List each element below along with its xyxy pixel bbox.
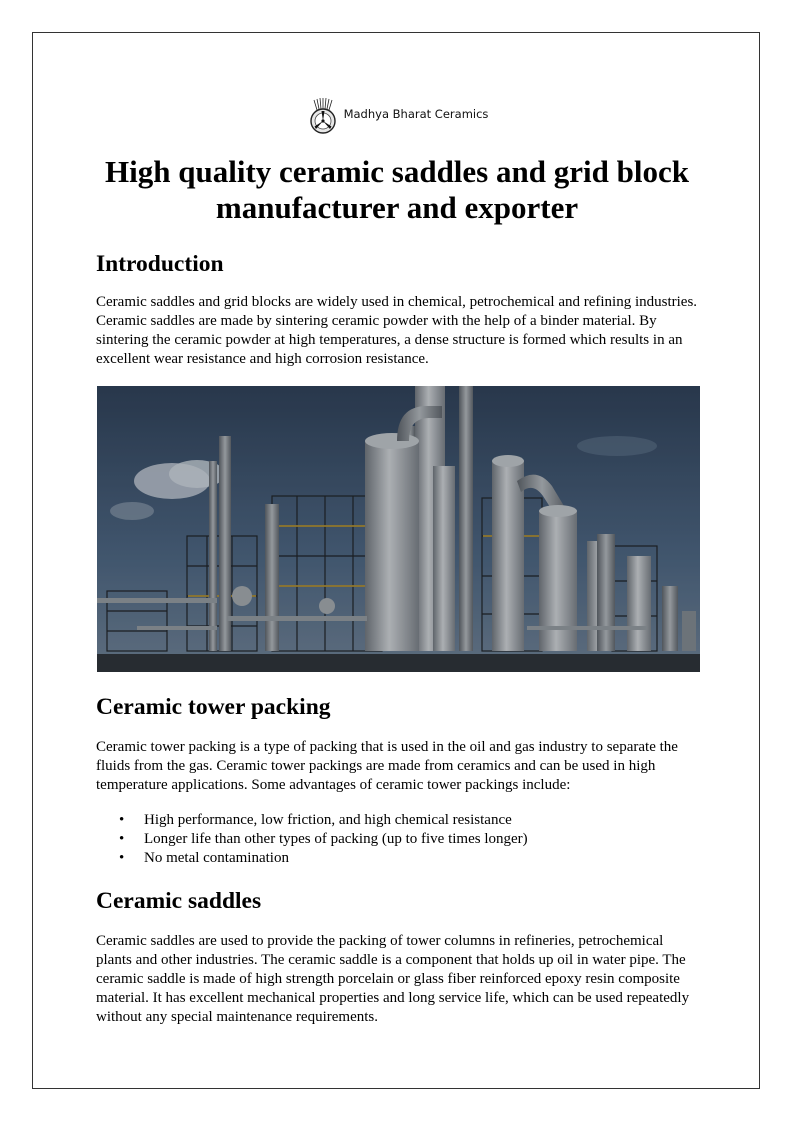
ceramic-saddle-logo-icon	[306, 96, 340, 136]
brand-name: Madhya Bharat Ceramics	[343, 107, 489, 121]
list-item: • High performance, low friction, and high chemical resistance	[144, 811, 750, 830]
introduction-paragraph: Ceramic saddles and grid blocks are widely used in chemical, petrochemical and refining industries. Ceramic saddles are made by sintering ceramic powder with the help of a binder material. By sintering the ceramic powder at high temperatures, a dense structure is formed which results in an excellent wear resistance and high corrosion resistance.	[96, 294, 698, 367]
list-item: • No metal contamination	[144, 849, 750, 868]
section-heading-ceramic-saddles: Ceramic saddles	[96, 888, 262, 914]
list-item: • Longer life than other types of packing (up to five times longer)	[144, 830, 750, 849]
ceramic-tower-packing-paragraph: Ceramic tower packing is a type of packing that is used in the oil and gas industry to separate the fluids from the gas. Ceramic tower packings are made from ceramics and can be used in high temperature applications. Some advantages of ceramic tower packings include:	[96, 739, 678, 793]
advantages-list	[96, 811, 750, 868]
section-heading-ceramic-tower-packing: Ceramic tower packing	[96, 694, 331, 720]
ceramic-saddles-paragraph: Ceramic saddles are used to provide the packing of tower columns in refineries, petrochemical plants and other industries. The ceramic saddle is a component that holds up oil in water pipe. The ceramic saddle is made of high strength porcelain or glass fiber reinforced epoxy resin composite material. It has excellent mechanical properties and long service life, which can be used repeatedly without any special maintenance requirements.	[96, 933, 690, 1025]
page-title: High quality ceramic saddles and grid block manufacturer and exporter	[105, 154, 689, 225]
refinery-photo	[97, 386, 700, 672]
section-heading-introduction: Introduction	[96, 251, 224, 277]
header-logo	[0, 96, 794, 136]
